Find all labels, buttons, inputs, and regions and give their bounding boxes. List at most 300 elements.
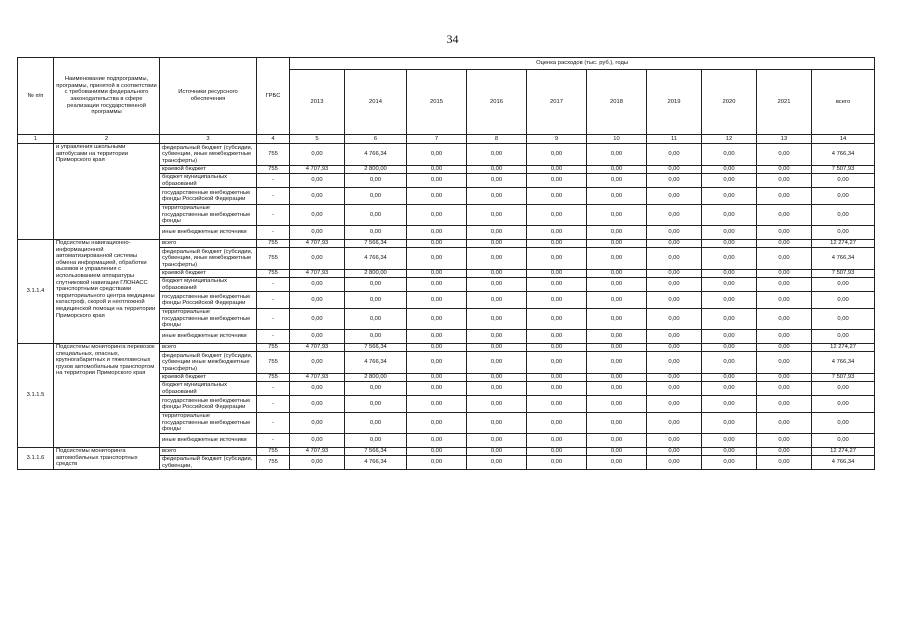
grbs-code: 755 — [257, 269, 290, 277]
year-value: 0,00 — [757, 174, 812, 188]
year-value: 0,00 — [587, 309, 647, 330]
year-value: 0,00 — [467, 381, 527, 395]
year-value: 0,00 — [702, 343, 757, 351]
year-value: 0,00 — [407, 205, 467, 226]
column-number: 5 — [290, 135, 345, 144]
year-value: 0,00 — [467, 373, 527, 381]
year-value: 0,00 — [757, 166, 812, 174]
year-value: 0,00 — [702, 447, 757, 455]
year-value: 0,00 — [407, 269, 467, 277]
year-value: 0,00 — [527, 174, 587, 188]
funding-source: федеральный бюджет (субсидии, субвенции, — [160, 455, 257, 469]
year-value: 0,00 — [407, 447, 467, 455]
funding-source: бюджет муниципальных образований — [160, 381, 257, 395]
table-row — [18, 343, 875, 351]
year-value: 0,00 — [527, 269, 587, 277]
year-value: 0,00 — [290, 455, 345, 469]
grbs-code: - — [257, 396, 290, 413]
year-value: 0,00 — [757, 225, 812, 239]
column-number-row — [18, 135, 875, 144]
year-value: 0,00 — [407, 433, 467, 447]
grbs-code: 755 — [257, 166, 290, 174]
total-value: 7 507,93 — [812, 373, 875, 381]
year-value: 2 800,00 — [345, 373, 407, 381]
year-value: 0,00 — [527, 247, 587, 269]
year-value: 0,00 — [407, 166, 467, 174]
year-value: 0,00 — [757, 188, 812, 205]
year-value: 0,00 — [757, 351, 812, 373]
year-value: 7 566,34 — [345, 343, 407, 351]
year-value: 0,00 — [587, 225, 647, 239]
year-value: 0,00 — [467, 239, 527, 247]
funding-source: иные внебюджетные источники — [160, 225, 257, 239]
year-value: 0,00 — [702, 188, 757, 205]
grbs-code: - — [257, 205, 290, 226]
year-value: 0,00 — [647, 205, 702, 226]
year-value: 0,00 — [757, 309, 812, 330]
year-value: 0,00 — [757, 205, 812, 226]
year-value: 0,00 — [647, 247, 702, 269]
total-value: 0,00 — [812, 225, 875, 239]
funding-source: государственные внебюджетные фонды Российской Федерации — [160, 188, 257, 205]
year-value: 0,00 — [290, 309, 345, 330]
year-value: 0,00 — [467, 225, 527, 239]
year-value: 0,00 — [527, 188, 587, 205]
year-value: 0,00 — [527, 225, 587, 239]
year-value: 0,00 — [757, 413, 812, 434]
funding-source: краевой бюджет — [160, 373, 257, 381]
year-value: 0,00 — [647, 269, 702, 277]
year-value: 0,00 — [290, 292, 345, 309]
subprogram-name: Подсистемы мониторинга автомобильных транспортных средств — [54, 447, 160, 469]
year-value: 0,00 — [467, 277, 527, 291]
year-value: 2 800,00 — [345, 166, 407, 174]
year-value: 0,00 — [290, 381, 345, 395]
year-value: 0,00 — [290, 329, 345, 343]
year-value: 0,00 — [407, 373, 467, 381]
year-value: 0,00 — [587, 396, 647, 413]
year-value: 4 707,93 — [290, 239, 345, 247]
column-number: 2 — [54, 135, 160, 144]
year-value: 0,00 — [467, 433, 527, 447]
year-value: 4 766,34 — [345, 247, 407, 269]
year-value: 0,00 — [407, 396, 467, 413]
total-value: 7 507,93 — [812, 166, 875, 174]
row-number: 3.1.1.6 — [18, 447, 54, 469]
year-value: 0,00 — [587, 166, 647, 174]
column-number: 4 — [257, 135, 290, 144]
year-value: 0,00 — [702, 144, 757, 166]
header-year: 2018 — [587, 70, 647, 135]
year-value: 0,00 — [527, 205, 587, 226]
year-value: 0,00 — [757, 433, 812, 447]
table-row — [18, 239, 875, 247]
year-value: 0,00 — [407, 381, 467, 395]
year-value: 0,00 — [702, 413, 757, 434]
year-value: 0,00 — [527, 309, 587, 330]
page-number: 34 — [446, 32, 459, 46]
funding-source: бюджет муниципальных образований — [160, 277, 257, 291]
row-number: 3.1.1.5 — [18, 343, 54, 447]
year-value: 0,00 — [345, 329, 407, 343]
year-value: 0,00 — [467, 174, 527, 188]
year-value: 0,00 — [587, 174, 647, 188]
total-value: 0,00 — [812, 188, 875, 205]
year-value: 0,00 — [647, 188, 702, 205]
year-value: 0,00 — [290, 277, 345, 291]
year-value: 0,00 — [527, 144, 587, 166]
year-value: 0,00 — [757, 277, 812, 291]
total-value: 7 507,93 — [812, 269, 875, 277]
year-value: 0,00 — [467, 343, 527, 351]
year-value: 0,00 — [587, 343, 647, 351]
year-value: 0,00 — [467, 269, 527, 277]
year-value: 0,00 — [647, 277, 702, 291]
year-value: 0,00 — [702, 455, 757, 469]
column-number: 9 — [527, 135, 587, 144]
total-value: 12 274,27 — [812, 343, 875, 351]
year-value: 0,00 — [467, 292, 527, 309]
column-number: 8 — [467, 135, 527, 144]
year-value: 0,00 — [757, 144, 812, 166]
year-value: 0,00 — [345, 205, 407, 226]
year-value: 4 707,93 — [290, 269, 345, 277]
year-value: 0,00 — [527, 413, 587, 434]
year-value: 0,00 — [587, 239, 647, 247]
header-year: всего — [812, 70, 875, 135]
year-value: 0,00 — [290, 174, 345, 188]
year-value: 0,00 — [702, 292, 757, 309]
year-value: 0,00 — [407, 247, 467, 269]
header-year: 2021 — [757, 70, 812, 135]
year-value: 0,00 — [647, 343, 702, 351]
year-value: 0,00 — [407, 188, 467, 205]
header-col-number: № п/п — [18, 58, 54, 135]
year-value: 0,00 — [345, 188, 407, 205]
year-value: 0,00 — [407, 292, 467, 309]
table-row — [18, 144, 875, 166]
funding-source: краевой бюджет — [160, 166, 257, 174]
year-value: 0,00 — [647, 166, 702, 174]
funding-source: территориальные государственные внебюджетные фонды — [160, 413, 257, 434]
year-value: 0,00 — [407, 174, 467, 188]
year-value: 0,00 — [290, 205, 345, 226]
funding-source: территориальные государственные внебюджетные фонды — [160, 309, 257, 330]
header-year: 2013 — [290, 70, 345, 135]
funding-source: иные внебюджетные источники — [160, 433, 257, 447]
subprogram-name: Подсистемы мониторинга перевозок специальных, опасных, крупногабаритных и тяжеловесных грузов автомобильным транспортом на территории Приморского края — [54, 343, 160, 447]
year-value: 0,00 — [527, 381, 587, 395]
header-col-sources: Источники ресурсного обеспечения — [160, 58, 257, 135]
total-value: 12 274,27 — [812, 239, 875, 247]
year-value: 0,00 — [527, 166, 587, 174]
funding-source: территориальные государственные внебюджетные фонды — [160, 205, 257, 226]
year-value: 0,00 — [345, 309, 407, 330]
year-value: 0,00 — [647, 433, 702, 447]
row-number — [18, 144, 54, 240]
total-value: 4 766,34 — [812, 247, 875, 269]
year-value: 0,00 — [647, 309, 702, 330]
year-value: 0,00 — [290, 144, 345, 166]
year-value: 0,00 — [702, 396, 757, 413]
column-number: 3 — [160, 135, 257, 144]
year-value: 0,00 — [702, 166, 757, 174]
total-value: 0,00 — [812, 329, 875, 343]
year-value: 4 707,93 — [290, 447, 345, 455]
year-value: 0,00 — [647, 455, 702, 469]
year-value: 0,00 — [587, 373, 647, 381]
budget-table — [17, 57, 875, 470]
year-value: 0,00 — [527, 373, 587, 381]
header-year: 2016 — [467, 70, 527, 135]
year-value: 0,00 — [647, 373, 702, 381]
grbs-code: - — [257, 225, 290, 239]
year-value: 0,00 — [467, 447, 527, 455]
year-value: 0,00 — [290, 247, 345, 269]
year-value: 0,00 — [647, 292, 702, 309]
year-value: 0,00 — [527, 447, 587, 455]
year-value: 0,00 — [345, 396, 407, 413]
year-value: 0,00 — [647, 174, 702, 188]
funding-source: всего — [160, 239, 257, 247]
column-number: 1 — [18, 135, 54, 144]
funding-source: федеральный бюджет (субсидии, субвенции, иные межбюджетные трансферты) — [160, 247, 257, 269]
year-value: 0,00 — [290, 225, 345, 239]
funding-source: краевой бюджет — [160, 269, 257, 277]
grbs-code: - — [257, 292, 290, 309]
funding-source: государственные внебюджетные фонды Российской Федерации — [160, 396, 257, 413]
year-value: 0,00 — [757, 269, 812, 277]
year-value: 0,00 — [757, 247, 812, 269]
year-value: 0,00 — [702, 174, 757, 188]
total-value: 4 766,34 — [812, 455, 875, 469]
total-value: 0,00 — [812, 309, 875, 330]
year-value: 0,00 — [467, 309, 527, 330]
year-value: 0,00 — [702, 225, 757, 239]
funding-source: федеральный бюджет (субсидии, субвенции, иные межбюджетные трансферты) — [160, 144, 257, 166]
grbs-code: - — [257, 413, 290, 434]
year-value: 0,00 — [290, 433, 345, 447]
year-value: 0,00 — [527, 433, 587, 447]
subprogram-name: и управления школьными автобусами на территории Приморского края — [54, 144, 160, 240]
year-value: 7 566,34 — [345, 447, 407, 455]
year-value: 0,00 — [345, 225, 407, 239]
grbs-code: 755 — [257, 455, 290, 469]
year-value: 0,00 — [290, 351, 345, 373]
total-value: 0,00 — [812, 381, 875, 395]
year-value: 0,00 — [587, 292, 647, 309]
year-value: 0,00 — [467, 329, 527, 343]
column-number: 7 — [407, 135, 467, 144]
year-value: 4 707,93 — [290, 343, 345, 351]
year-value: 0,00 — [467, 396, 527, 413]
header-col-name: Наименование подпрограммы, программы, принятой в соответствии с требованиями федерального законодательства в сфере реализации государственной программы — [54, 58, 160, 135]
year-value: 0,00 — [757, 373, 812, 381]
total-value: 0,00 — [812, 174, 875, 188]
year-value: 0,00 — [467, 188, 527, 205]
grbs-code: - — [257, 188, 290, 205]
total-value: 12 274,27 — [812, 447, 875, 455]
funding-source: бюджет муниципальных образований — [160, 174, 257, 188]
year-value: 0,00 — [757, 343, 812, 351]
year-value: 0,00 — [407, 343, 467, 351]
year-value: 0,00 — [407, 455, 467, 469]
year-value: 0,00 — [587, 413, 647, 434]
year-value: 0,00 — [527, 292, 587, 309]
year-value: 0,00 — [757, 239, 812, 247]
header-year: 2020 — [702, 70, 757, 135]
total-value: 0,00 — [812, 396, 875, 413]
year-value: 0,00 — [702, 239, 757, 247]
year-value: 0,00 — [587, 144, 647, 166]
subprogram-name: Подсистемы навигационно-информационной автоматизированной системы обмена информацией, обработки вызовов и управления с использованием аппаратуры спутниковой навигации ГЛОНАСС транспортными средствами территориального центра медицины катастроф, скорой и неотложной медицинской помощи на территории Приморского края — [54, 239, 160, 343]
year-value: 0,00 — [345, 174, 407, 188]
year-value: 0,00 — [647, 239, 702, 247]
year-value: 7 566,34 — [345, 239, 407, 247]
year-value: 0,00 — [527, 396, 587, 413]
grbs-code: 755 — [257, 247, 290, 269]
year-value: 4 707,93 — [290, 373, 345, 381]
header-year: 2017 — [527, 70, 587, 135]
column-number: 12 — [702, 135, 757, 144]
year-value: 0,00 — [527, 329, 587, 343]
funding-source: федеральный бюджет (субсидии, субвенции иные межбюджетные трансферты) — [160, 351, 257, 373]
year-value: 0,00 — [587, 329, 647, 343]
year-value: 0,00 — [527, 351, 587, 373]
year-value: 0,00 — [467, 351, 527, 373]
year-value: 0,00 — [702, 381, 757, 395]
year-value: 0,00 — [290, 188, 345, 205]
year-value: 0,00 — [647, 396, 702, 413]
year-value: 0,00 — [345, 433, 407, 447]
year-value: 0,00 — [647, 351, 702, 373]
year-value: 0,00 — [467, 247, 527, 269]
year-value: 4 766,34 — [345, 144, 407, 166]
year-value: 0,00 — [757, 381, 812, 395]
funding-source: всего — [160, 447, 257, 455]
funding-source: государственные внебюджетные фонды Российской Федерации — [160, 292, 257, 309]
total-value: 0,00 — [812, 205, 875, 226]
year-value: 0,00 — [757, 455, 812, 469]
year-value: 0,00 — [407, 351, 467, 373]
grbs-code: 755 — [257, 351, 290, 373]
year-value: 0,00 — [407, 329, 467, 343]
year-value: 0,00 — [647, 225, 702, 239]
table-row — [18, 447, 875, 455]
year-value: 0,00 — [647, 144, 702, 166]
year-value: 0,00 — [587, 269, 647, 277]
total-value: 0,00 — [812, 292, 875, 309]
year-value: 0,00 — [407, 144, 467, 166]
total-value: 0,00 — [812, 277, 875, 291]
year-value: 0,00 — [467, 144, 527, 166]
header-year: 2014 — [345, 70, 407, 135]
year-value: 0,00 — [702, 309, 757, 330]
year-value: 0,00 — [587, 277, 647, 291]
grbs-code: - — [257, 277, 290, 291]
total-value: 4 766,34 — [812, 351, 875, 373]
grbs-code: - — [257, 433, 290, 447]
table-body — [18, 144, 875, 470]
year-value: 0,00 — [290, 413, 345, 434]
year-value: 0,00 — [702, 277, 757, 291]
year-value: 4 766,34 — [345, 351, 407, 373]
year-value: 0,00 — [345, 381, 407, 395]
column-number: 11 — [647, 135, 702, 144]
year-value: 0,00 — [702, 269, 757, 277]
year-value: 0,00 — [587, 381, 647, 395]
year-value: 0,00 — [290, 396, 345, 413]
header-year: 2019 — [647, 70, 702, 135]
year-value: 0,00 — [467, 205, 527, 226]
total-value: 0,00 — [812, 433, 875, 447]
year-value: 0,00 — [467, 455, 527, 469]
column-number: 10 — [587, 135, 647, 144]
year-value: 0,00 — [702, 433, 757, 447]
year-value: 0,00 — [587, 433, 647, 447]
total-value: 4 766,34 — [812, 144, 875, 166]
header-row-estimate — [18, 58, 875, 70]
year-value: 0,00 — [407, 225, 467, 239]
year-value: 4 707,93 — [290, 166, 345, 174]
year-value: 0,00 — [527, 343, 587, 351]
year-value: 2 800,00 — [345, 269, 407, 277]
year-value: 0,00 — [702, 247, 757, 269]
year-value: 0,00 — [702, 373, 757, 381]
year-value: 0,00 — [407, 277, 467, 291]
year-value: 0,00 — [757, 396, 812, 413]
year-value: 0,00 — [587, 351, 647, 373]
year-value: 0,00 — [345, 413, 407, 434]
year-value: 0,00 — [702, 205, 757, 226]
year-value: 0,00 — [757, 329, 812, 343]
year-value: 0,00 — [467, 413, 527, 434]
grbs-code: 755 — [257, 343, 290, 351]
year-value: 0,00 — [757, 447, 812, 455]
year-value: 0,00 — [587, 188, 647, 205]
year-value: 0,00 — [587, 455, 647, 469]
year-value: 0,00 — [702, 351, 757, 373]
year-value: 0,00 — [407, 239, 467, 247]
grbs-code: - — [257, 174, 290, 188]
year-value: 0,00 — [647, 329, 702, 343]
year-value: 4 766,34 — [345, 455, 407, 469]
funding-source: всего — [160, 343, 257, 351]
year-value: 0,00 — [702, 329, 757, 343]
grbs-code: 755 — [257, 144, 290, 166]
year-value: 0,00 — [587, 205, 647, 226]
column-number: 6 — [345, 135, 407, 144]
year-value: 0,00 — [407, 309, 467, 330]
year-value: 0,00 — [345, 292, 407, 309]
total-value: 0,00 — [812, 413, 875, 434]
year-value: 0,00 — [407, 413, 467, 434]
grbs-code: - — [257, 381, 290, 395]
year-value: 0,00 — [587, 247, 647, 269]
grbs-code: - — [257, 309, 290, 330]
row-number: 3.1.1.4 — [18, 239, 54, 343]
year-value: 0,00 — [527, 239, 587, 247]
funding-source: иные внебюджетные источники — [160, 329, 257, 343]
year-value: 0,00 — [345, 277, 407, 291]
year-value: 0,00 — [757, 292, 812, 309]
header-col-grbs: ГРБС — [257, 58, 290, 135]
grbs-code: 755 — [257, 447, 290, 455]
year-value: 0,00 — [647, 447, 702, 455]
year-value: 0,00 — [527, 455, 587, 469]
year-value: 0,00 — [647, 381, 702, 395]
header-estimate-label: Оценка расходов (тыс. руб.), годы — [290, 58, 875, 70]
